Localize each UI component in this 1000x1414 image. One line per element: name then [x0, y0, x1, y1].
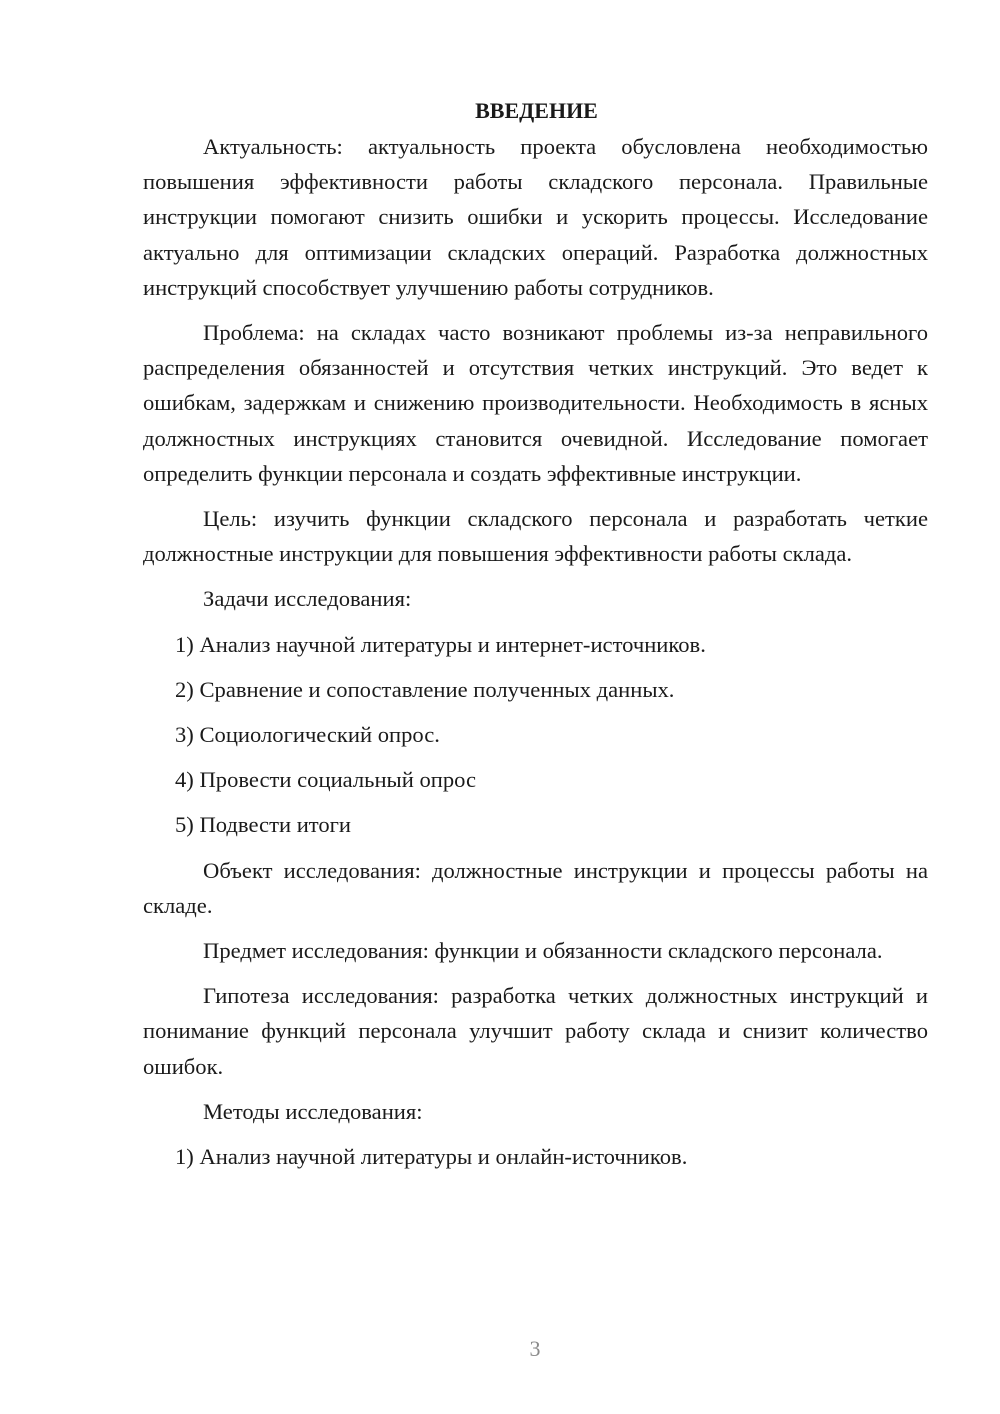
page-number: 3 — [529, 1336, 541, 1361]
hypothesis-paragraph: Гипотеза исследования: разработка четких должностных инструкций и понимание функций персонала улучшит работу склада и снизит количество ошибок. — [143, 983, 928, 1079]
object-paragraph: Объект исследования: должностные инструкции и процессы работы на складе. — [143, 857, 928, 918]
list-item: 3) Социологический опрос. — [175, 722, 440, 748]
problem-paragraph: Проблема: на складах часто возникают проблемы из-за неправильного распределения обязанностей и отсутствия четких инструкций. Это ведет к ошибкам, задержкам и снижению производительности. Необходимость в ясных должностных инструкциях становится очевидной. Исследование помогает определить функции персонала и создать эффективные инструкции. — [143, 320, 928, 486]
list-item: 1) Анализ научной литературы и онлайн-источников. — [175, 1144, 688, 1170]
tasks-heading: Задачи исследования: — [203, 586, 412, 612]
tasks-list — [143, 627, 928, 843]
page-title: ВВЕДЕНИЕ — [475, 98, 598, 123]
list-item: 1) Анализ научной литературы и интернет-источников. — [175, 631, 706, 657]
relevance-paragraph: Актуальность: актуальность проекта обусловлена необходимостью повышения эффективности работы складского персонала. Правильные инструкции помогают снизить ошибки и ускорить процессы. Исследование актуально для оптимизации складских операций. Разработка должностных инструкций способствует улучшению работы сотрудников. — [143, 134, 928, 300]
list-item: 4) Провести социальный опрос — [175, 767, 477, 793]
list-item: 2) Сравнение и сопоставление полученных данных. — [175, 676, 675, 702]
subject-paragraph: Предмет исследования: функции и обязанности складского персонала. — [203, 938, 883, 964]
page-content — [143, 94, 928, 1184]
list-item: 5) Подвести итоги — [175, 812, 352, 838]
methods-list — [143, 1139, 928, 1174]
methods-heading: Методы исследования: — [203, 1098, 423, 1124]
goal-paragraph: Цель: изучить функции складского персонала и разработать четкие должностные инструкции для повышения эффективности работы склада. — [143, 506, 928, 567]
